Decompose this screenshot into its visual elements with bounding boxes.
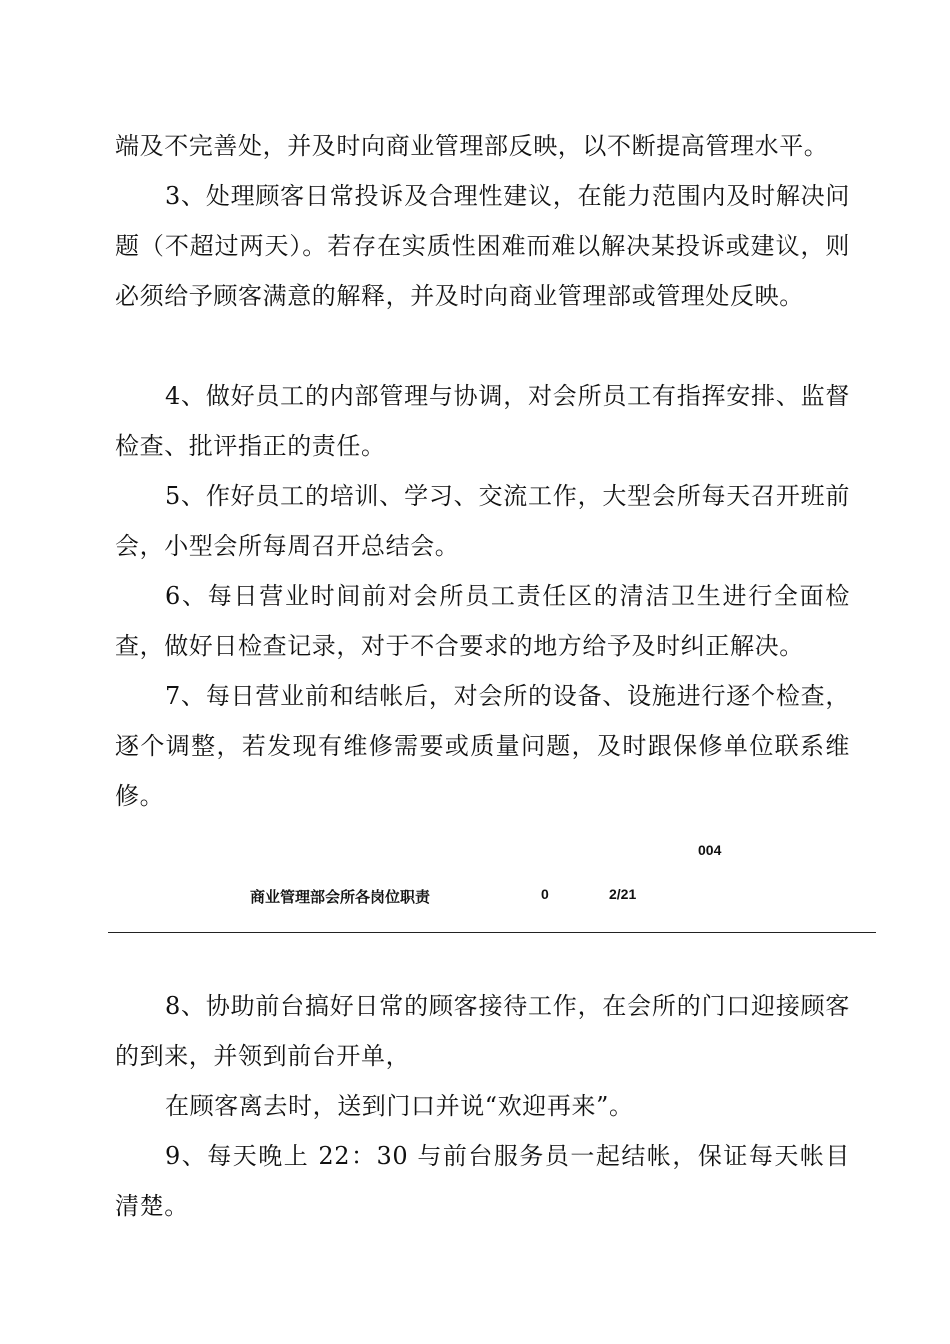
document-code: 004: [698, 842, 722, 858]
paragraph-item-9: 9、每天晚上 22：30 与前台服务员一起结帐，保证每天帐目清楚。: [115, 1142, 850, 1220]
paragraph-item-5: 5、作好员工的培训、学习、交流工作，大型会所每天召开班前会，小型会所每周召开总结会。: [115, 482, 850, 560]
paragraph-item-4: 4、做好员工的内部管理与协调，对会所员工有指挥安排、监督检查、批评指正的责任。: [115, 382, 850, 460]
page-divider: [108, 932, 876, 933]
paragraph-item-7: 7、每日营业前和结帐后，对会所的设备、设施进行逐个检查，逐个调整，若发现有维修需要或质量问题，及时跟保修单位联系维修。: [115, 682, 850, 810]
paragraph-item-3: 3、处理顾客日常投诉及合理性建议，在能力范围内及时解决问题（不超过两天）。若存在实质性困难而难以解决某投诉或建议，则必须给予顾客满意的解释，并及时向商业管理部或管理处反映。: [115, 182, 850, 310]
footer-page-number: 2/21: [609, 886, 637, 902]
footer-revision: 0: [541, 886, 549, 902]
paragraph-continuation: 端及不完善处，并及时向商业管理部反映，以不断提高管理水平。: [115, 132, 829, 160]
paragraph-item-8-continued: 在顾客离去时，送到门口并说“欢迎再来”。: [165, 1092, 634, 1120]
paragraph-item-6: 6、每日营业时间前对会所员工责任区的清洁卫生进行全面检查，做好日检查记录，对于不合要求的地方给予及时纠正解决。: [115, 582, 850, 660]
paragraph-item-8: 8、协助前台搞好日常的顾客接待工作，在会所的门口迎接顾客的到来，并领到前台开单，: [115, 992, 850, 1070]
footer-title: 商业管理部会所各岗位职责: [250, 889, 431, 906]
